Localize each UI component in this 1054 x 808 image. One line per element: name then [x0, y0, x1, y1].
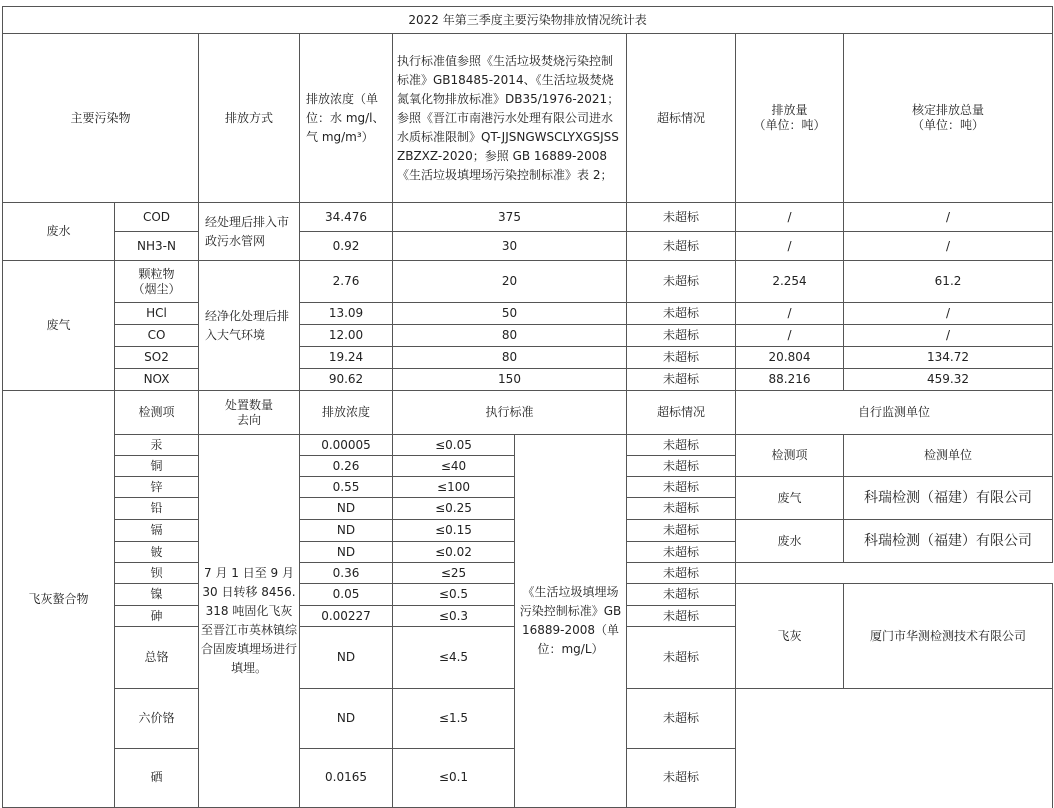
header-pollutant: 主要污染物 [3, 34, 199, 203]
std-cell: 150 [393, 369, 627, 391]
item-cell: HCl [115, 303, 199, 325]
exceed-cell: 未超标 [627, 498, 736, 520]
amount-cell: / [736, 203, 844, 232]
approved-cell: 459.32 [844, 369, 1053, 391]
limit-cell: ≤40 [393, 456, 515, 477]
conc-cell: 12.00 [300, 325, 393, 347]
conc-cell: ND [300, 542, 393, 563]
table-row [3, 232, 1053, 261]
exceed-cell: 未超标 [627, 261, 736, 303]
table-row [3, 369, 1053, 391]
approved-cell: / [844, 232, 1053, 261]
exceed-cell: 未超标 [627, 584, 736, 606]
monitor-unit: 厦门市华测检测技术有限公司 [844, 584, 1053, 689]
header-standard: 执行标准值参照《生活垃圾焚烧污染控制标准》GB18485-2014、《生活垃圾焚烧氮氧化物排放标准》DB35/1976-2021；参照《晋江市南港污水处理有限公司进水水质标准限制》QT-JJSNGWSCLYXGSJSSZBZXZ-2020；参照 GB 16889-2008《生活垃圾填埋场污染控制标准》表 2； [393, 34, 627, 203]
limit-cell: ≤0.02 [393, 542, 515, 563]
conc-cell: 13.09 [300, 303, 393, 325]
conc-cell: 0.55 [300, 477, 393, 498]
conc-cell: 0.00227 [300, 606, 393, 627]
conc-cell: ND [300, 689, 393, 748]
flyash-header-item: 检测项 [115, 391, 199, 435]
approved-cell: 61.2 [844, 261, 1053, 303]
approved-cell: / [844, 325, 1053, 347]
exceed-cell: 未超标 [627, 232, 736, 261]
item-cell: 颗粒物 （烟尘） [115, 261, 199, 303]
limit-cell: ≤0.15 [393, 520, 515, 542]
exceed-cell: 未超标 [627, 303, 736, 325]
std-cell: 375 [393, 203, 627, 232]
flyash-standard: 《生活垃圾填埋场污染控制标准》GB16889-2008（单位：mg/L） [515, 435, 627, 808]
item-cell: 汞 [115, 435, 199, 456]
exceed-cell: 未超标 [627, 477, 736, 498]
table-row [3, 261, 1053, 303]
item-cell: 镉 [115, 520, 199, 542]
exceed-cell: 未超标 [627, 689, 736, 748]
conc-cell: 19.24 [300, 347, 393, 369]
std-cell: 50 [393, 303, 627, 325]
flyash-disposal: 7 月 1 日至 9 月 30 日转移 8456.318 吨固化飞灰至晋江市英林镇综合固废填埋场进行填埋。 [199, 435, 300, 808]
item-cell: SO2 [115, 347, 199, 369]
amount-cell: 2.254 [736, 261, 844, 303]
conc-cell: 90.62 [300, 369, 393, 391]
limit-cell: ≤0.1 [393, 748, 515, 807]
limit-cell: ≤0.25 [393, 498, 515, 520]
item-cell: 铅 [115, 498, 199, 520]
exceed-cell: 未超标 [627, 748, 736, 807]
item-cell: NH3-N [115, 232, 199, 261]
table-row [3, 347, 1053, 369]
header-exceed: 超标情况 [627, 34, 736, 203]
exceed-cell: 未超标 [627, 520, 736, 542]
method-gas: 经净化处理后排入大气环境 [199, 261, 300, 391]
item-cell: CO [115, 325, 199, 347]
flyash-header-conc: 排放浓度 [300, 391, 393, 435]
conc-cell: 34.476 [300, 203, 393, 232]
table-row [3, 303, 1053, 325]
method-wastewater: 经处理后排入市政污水管网 [199, 203, 300, 261]
exceed-cell: 未超标 [627, 542, 736, 563]
conc-cell: 0.92 [300, 232, 393, 261]
approved-cell: 134.72 [844, 347, 1053, 369]
table-title: 2022 年第三季度主要污染物排放情况统计表 [3, 7, 1053, 34]
exceed-cell: 未超标 [627, 347, 736, 369]
conc-cell: 0.0165 [300, 748, 393, 807]
item-cell: 镍 [115, 584, 199, 606]
pollutant-statistics-table [2, 6, 1053, 808]
amount-cell: 88.216 [736, 369, 844, 391]
monitor-unit: 科瑞检测（福建）有限公司 [844, 477, 1053, 520]
limit-cell: ≤25 [393, 563, 515, 584]
category-gas: 废气 [3, 261, 115, 391]
monitor-unit: 科瑞检测（福建）有限公司 [844, 520, 1053, 563]
conc-cell: ND [300, 520, 393, 542]
exceed-cell: 未超标 [627, 456, 736, 477]
amount-cell: / [736, 303, 844, 325]
amount-cell: / [736, 325, 844, 347]
exceed-cell: 未超标 [627, 369, 736, 391]
item-cell: 硒 [115, 748, 199, 807]
limit-cell: ≤1.5 [393, 689, 515, 748]
monitor-item: 飞灰 [736, 584, 844, 689]
item-cell: COD [115, 203, 199, 232]
item-cell: NOX [115, 369, 199, 391]
amount-cell: / [736, 232, 844, 261]
header-amount: 排放量 （单位：吨） [736, 34, 844, 203]
conc-cell: 0.26 [300, 456, 393, 477]
conc-cell: 0.36 [300, 563, 393, 584]
conc-cell: ND [300, 498, 393, 520]
flyash-header-monitor: 自行监测单位 [736, 391, 1053, 435]
std-cell: 80 [393, 347, 627, 369]
header-approved: 核定排放总量 （单位：吨） [844, 34, 1053, 203]
exceed-cell: 未超标 [627, 627, 736, 689]
header-method: 排放方式 [199, 34, 300, 203]
limit-cell: ≤0.3 [393, 606, 515, 627]
conc-cell: 2.76 [300, 261, 393, 303]
exceed-cell: 未超标 [627, 203, 736, 232]
monitor-header-unit: 检测单位 [844, 435, 1053, 477]
exceed-cell: 未超标 [627, 325, 736, 347]
monitor-item: 废水 [736, 520, 844, 563]
item-cell: 钡 [115, 563, 199, 584]
limit-cell: ≤0.5 [393, 584, 515, 606]
flyash-header-disposal: 处置数量 去向 [199, 391, 300, 435]
monitor-header-item: 检测项 [736, 435, 844, 477]
std-cell: 30 [393, 232, 627, 261]
header-concentration: 排放浓度（单位：水 mg/l、气 mg/m³） [300, 34, 393, 203]
item-cell: 砷 [115, 606, 199, 627]
table-row [3, 325, 1053, 347]
approved-cell: / [844, 303, 1053, 325]
item-cell: 六价铬 [115, 689, 199, 748]
flyash-header-std: 执行标准 [393, 391, 627, 435]
approved-cell: / [844, 203, 1053, 232]
monitor-item: 废气 [736, 477, 844, 520]
table-row [3, 435, 1053, 456]
conc-cell: 0.05 [300, 584, 393, 606]
exceed-cell: 未超标 [627, 606, 736, 627]
exceed-cell: 未超标 [627, 435, 736, 456]
item-cell: 总铬 [115, 627, 199, 689]
table-row [3, 203, 1053, 232]
category-flyash: 飞灰螯合物 [3, 391, 115, 808]
category-wastewater: 废水 [3, 203, 115, 261]
item-cell: 锌 [115, 477, 199, 498]
table-row [3, 391, 1053, 435]
conc-cell: 0.00005 [300, 435, 393, 456]
amount-cell: 20.804 [736, 347, 844, 369]
std-cell: 80 [393, 325, 627, 347]
limit-cell: ≤0.05 [393, 435, 515, 456]
limit-cell: ≤4.5 [393, 627, 515, 689]
conc-cell: ND [300, 627, 393, 689]
item-cell: 铜 [115, 456, 199, 477]
flyash-header-exceed: 超标情况 [627, 391, 736, 435]
limit-cell: ≤100 [393, 477, 515, 498]
item-cell: 铍 [115, 542, 199, 563]
exceed-cell: 未超标 [627, 563, 736, 584]
std-cell: 20 [393, 261, 627, 303]
